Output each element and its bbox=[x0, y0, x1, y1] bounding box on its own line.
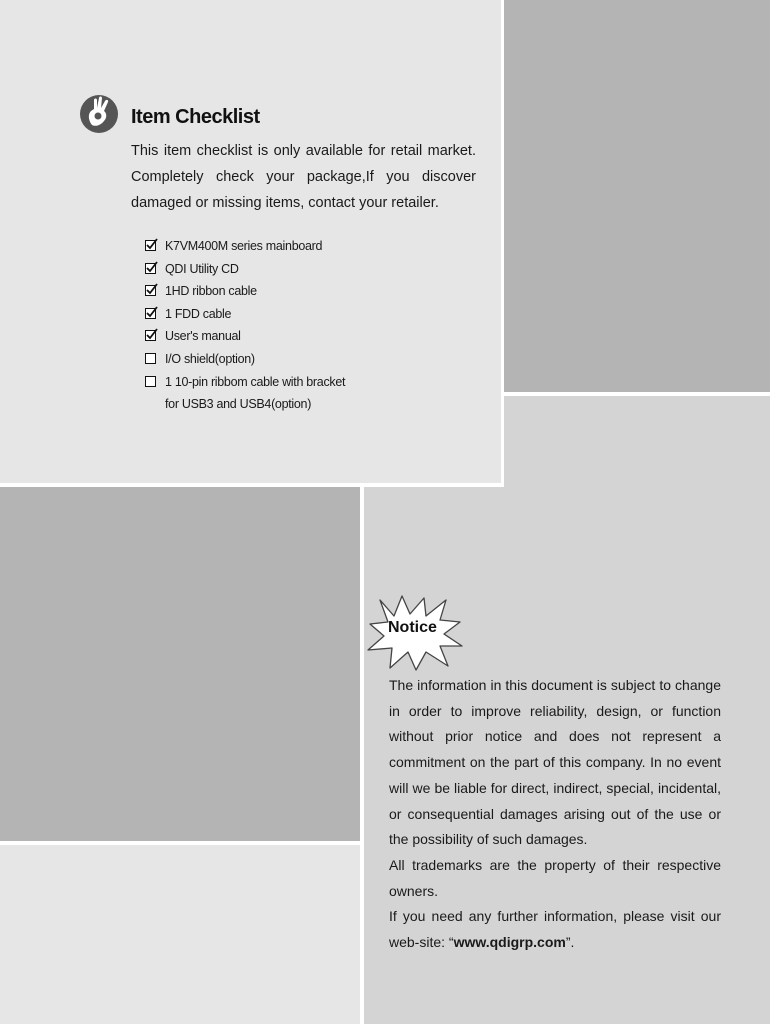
list-item: 1HD ribbon cable bbox=[145, 280, 345, 303]
list-item: QDI Utility CD bbox=[145, 258, 345, 281]
ok-hand-icon bbox=[79, 92, 119, 136]
checklist-intro: This item checklist is only available for retail market. Completely check your package,If you discover damaged or missing items, contact your retailer. bbox=[131, 143, 476, 211]
list-item-continuation: for USB3 and USB4(option) bbox=[165, 397, 312, 412]
decor-panel-mid-left bbox=[0, 487, 360, 841]
list-item: I/O shield(option) bbox=[145, 348, 345, 371]
notice-paragraph: All trademarks are the property of their respective owners. bbox=[389, 856, 721, 899]
page-title: Item Checklist bbox=[131, 106, 260, 128]
empty-box-icon[interactable] bbox=[145, 353, 156, 364]
notice-paragraph: If you need any further information, please visit our web-site: “www.qdigrp.com”. bbox=[389, 908, 721, 951]
list-item: 1 FDD cable bbox=[145, 303, 345, 326]
checked-box-icon[interactable] bbox=[145, 263, 156, 274]
checked-box-icon[interactable] bbox=[145, 308, 156, 319]
checked-box-icon[interactable] bbox=[145, 330, 156, 341]
checked-box-icon[interactable] bbox=[145, 240, 156, 251]
notice-label: Notice bbox=[388, 619, 437, 636]
empty-box-icon[interactable] bbox=[145, 376, 156, 387]
decor-panel-bottom-left bbox=[0, 845, 360, 1024]
checked-box-icon[interactable] bbox=[145, 285, 156, 296]
checklist bbox=[145, 235, 345, 416]
list-item: K7VM400M series mainboard bbox=[145, 235, 345, 258]
notice-paragraph: The information in this document is subject to change in order to improve reliability, design, or function without prior notice and does not represent a commitment on the part of this company. In no event will we be liable for direct, indirect, special, incidental, or consequential damages arising out of the use or the possibility of such damages. bbox=[389, 677, 721, 848]
list-item: 1 10-pin ribbom cable with bracket bbox=[145, 371, 345, 394]
list-item: User's manual bbox=[145, 325, 345, 348]
website-link[interactable]: www.qdigrp.com bbox=[453, 934, 566, 951]
decor-panel-right-mid bbox=[504, 396, 770, 487]
decor-panel-top-right bbox=[504, 0, 770, 392]
notice-text bbox=[389, 673, 721, 956]
